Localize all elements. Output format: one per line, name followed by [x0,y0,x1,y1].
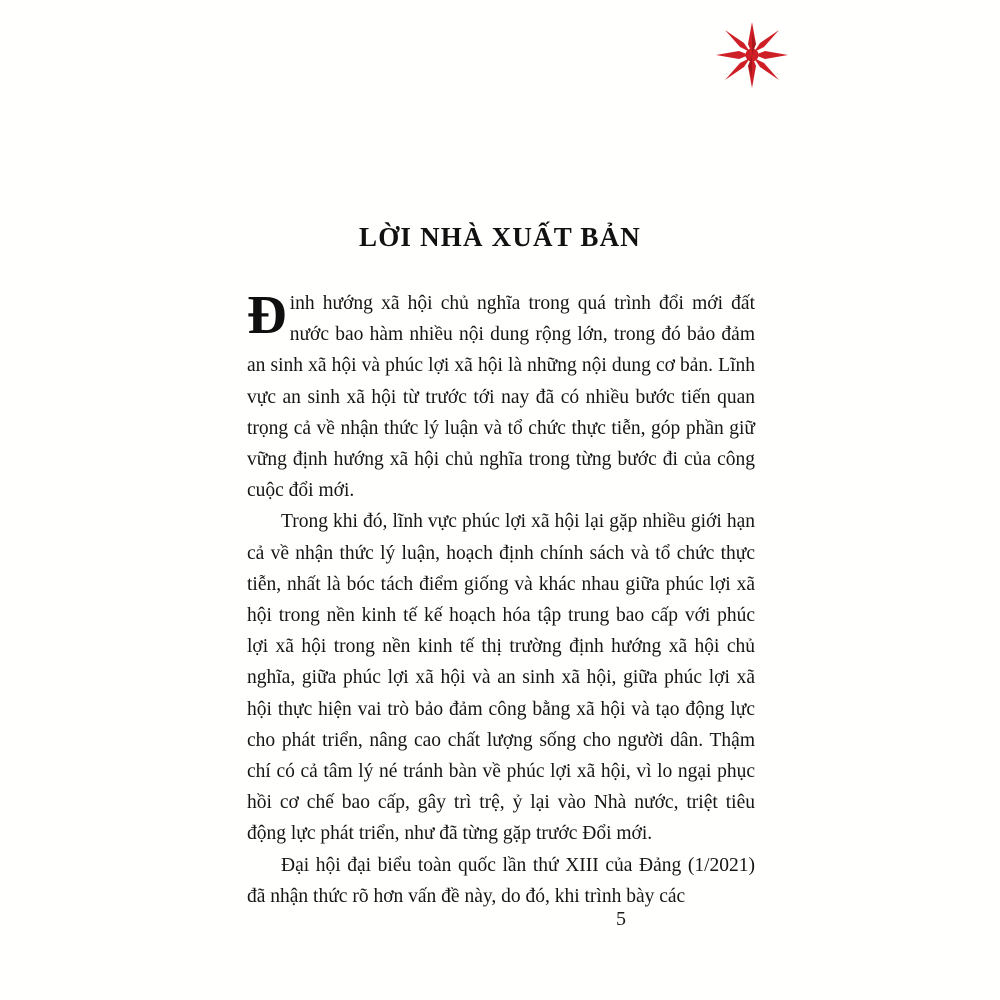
paragraph-3: Đại hội đại biểu toàn quốc lần thứ XIII của Đảng (1/2021) đã nhận thức rõ hơn vấn đề này, do đó, khi trình bày các [247,854,755,907]
page-title: LỜI NHÀ XUẤT BẢN [359,222,641,253]
body-text [247,284,755,912]
paragraph-1-text: inh hướng xã hội chủ nghĩa trong quá trình đổi mới đất nước bao hàm nhiều nội dung rộng lớn, trong đó bảo đảm an sinh xã hội và phúc lợi xã hội là những nội dung cơ bản. Lĩnh vực an sinh xã hội từ trước tới nay đã có nhiều bước tiến quan trọng cả về nhận thức lý luận và tổ chức thực tiễn, góp phần giữ vững định hướng xã hội chủ nghĩa trong từng bước đi của công cuộc đổi mới. [247,293,755,502]
page-number [0,908,1000,931]
paragraph-2: Trong khi đó, lĩnh vực phúc lợi xã hội lại gặp nhiều giới hạn cả về nhận thức lý luận, hoạch định chính sách và tổ chức thực tiễn, nhất là bóc tách điểm giống và khác nhau giữa phúc lợi xã hội trong nền kinh tế kế hoạch hóa tập trung bao cấp với phúc lợi xã hội trong nền kinh tế thị trường định hướng xã hội chủ nghĩa, giữa phúc lợi xã hội và an sinh xã hội, giữa phúc lợi xã hội thực hiện vai trò bảo đảm công bằng xã hội và tạo động lực cho phát triển, nâng cao chất lượng sống cho người dân. Thậm chí có cả tâm lý né tránh bàn về phúc lợi xã hội, vì lo ngại phục hồi cơ chế bao cấp, gây trì trệ, ỷ lại vào Nhà nước, triệt tiêu động lực phát triển, như đã từng gặp trước Đổi mới. [247,511,755,845]
paragraph-1 [247,284,755,506]
drop-cap: Đ [247,284,287,345]
page-number-value: 5 [616,908,626,930]
red-star-ornament-icon [712,20,792,90]
